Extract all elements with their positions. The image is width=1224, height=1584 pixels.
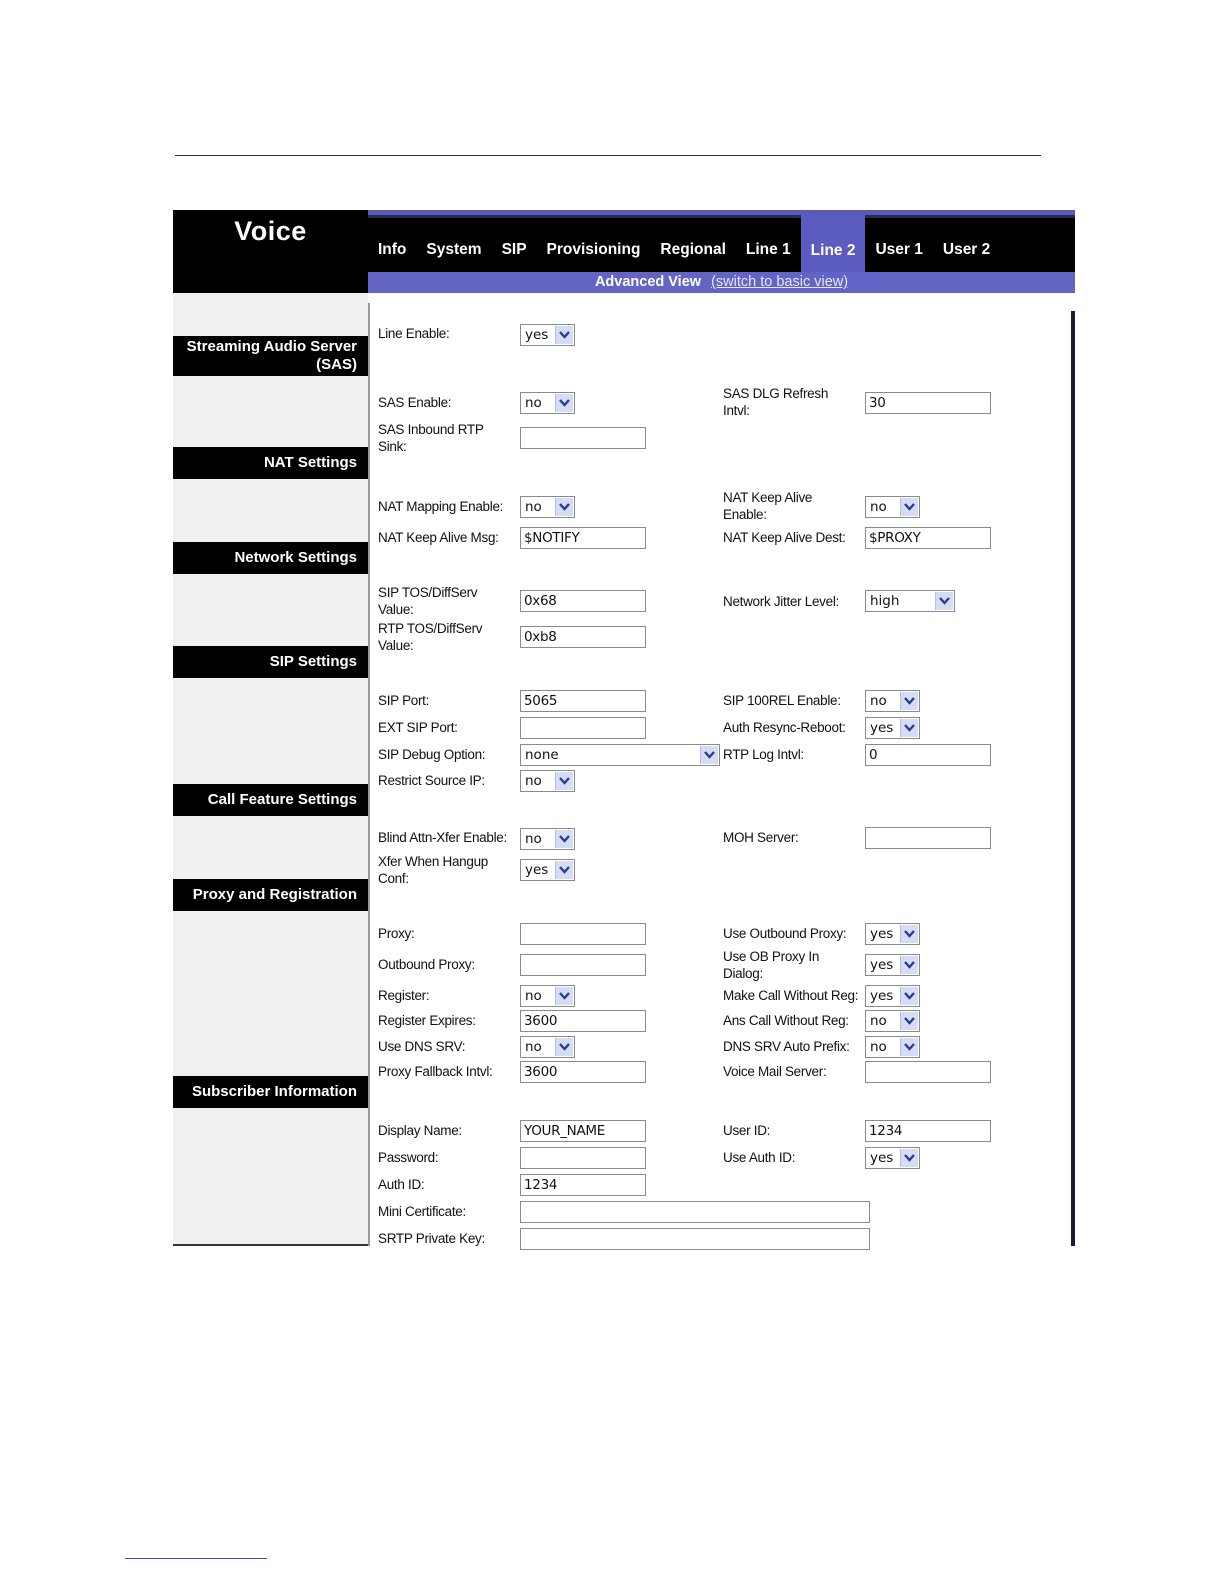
voice-config-app [173, 210, 1075, 1246]
sas-inbound-rtp-label: SAS Inbound RTP Sink: [378, 422, 484, 454]
view-bar [368, 272, 1075, 293]
chevron-down-icon [555, 498, 573, 516]
top-nav [368, 210, 1075, 272]
content-left-border [368, 303, 370, 1246]
view-title: Advanced View [594, 274, 702, 290]
ext-sip-port-label: EXT SIP Port: [378, 720, 458, 735]
register-select[interactable] [520, 985, 575, 1007]
bottom-rule [125, 1558, 267, 1559]
dns-srv-auto-prefix-label: DNS SRV Auto Prefix: [723, 1039, 850, 1054]
chevron-down-icon [900, 1012, 918, 1030]
settings-form [368, 293, 1075, 1246]
auth-resync-label: Auth Resync-Reboot: [723, 720, 846, 735]
dns-srv-auto-prefix-value: no [870, 1039, 887, 1055]
xfer-hangup-conf-value: yes [525, 862, 549, 878]
display-name-label: Display Name: [378, 1123, 462, 1138]
tab-system[interactable]: System [426, 241, 482, 258]
nat-mapping-enable-value: no [525, 499, 542, 515]
section-proxy-heading: Proxy and Registration [173, 879, 368, 911]
sip-100rel-select[interactable] [865, 690, 920, 712]
sip-tos-label: SIP TOS/DiffServ Value: [378, 585, 478, 617]
password-input[interactable] [520, 1147, 646, 1169]
chevron-down-icon [900, 1038, 918, 1056]
ans-call-without-reg-value: no [870, 1013, 887, 1029]
outbound-proxy-label: Outbound Proxy: [378, 957, 475, 972]
tab-info[interactable]: Info [378, 241, 407, 258]
rtp-log-intvl-input[interactable]: 0 [865, 744, 991, 766]
chevron-down-icon [555, 1038, 573, 1056]
section-call-feature-heading: Call Feature Settings [173, 784, 368, 816]
chevron-down-icon [900, 987, 918, 1005]
auth-resync-select[interactable] [865, 717, 920, 739]
proxy-fallback-input[interactable]: 3600 [520, 1061, 646, 1083]
proxy-fallback-label: Proxy Fallback Intvl: [378, 1064, 493, 1079]
section-subscriber-heading: Subscriber Information [173, 1076, 368, 1108]
moh-server-label: MOH Server: [723, 830, 799, 845]
sip-100rel-label: SIP 100REL Enable: [723, 693, 841, 708]
chevron-down-icon [555, 830, 573, 848]
chevron-down-icon [900, 498, 918, 516]
xfer-hangup-conf-select[interactable] [520, 859, 575, 881]
chevron-down-icon [900, 692, 918, 710]
sip-debug-value: none [525, 747, 559, 763]
register-expires-label: Register Expires: [378, 1013, 476, 1028]
use-ob-proxy-dialog-select[interactable] [865, 954, 920, 976]
chevron-down-icon [555, 987, 573, 1005]
sas-inbound-rtp-input[interactable] [520, 427, 646, 449]
top-rule [175, 155, 1041, 156]
sip-debug-label: SIP Debug Option: [378, 747, 486, 762]
nat-keep-alive-enable-select[interactable] [865, 496, 920, 518]
chevron-down-icon [555, 326, 573, 344]
nat-keep-alive-dest-label: NAT Keep Alive Dest: [723, 530, 846, 545]
use-dns-srv-label: Use DNS SRV: [378, 1039, 466, 1054]
restrict-source-ip-value: no [525, 773, 542, 789]
tab-user-1[interactable]: User 1 [875, 241, 923, 258]
sip-port-input[interactable]: 5065 [520, 690, 646, 712]
blind-attn-xfer-value: no [525, 831, 542, 847]
line-enable-label: Line Enable: [378, 326, 450, 341]
chevron-down-icon [555, 394, 573, 412]
sas-enable-select[interactable] [520, 392, 575, 414]
use-dns-srv-select[interactable] [520, 1036, 575, 1058]
switch-view-link[interactable]: (switch to basic view) [711, 274, 849, 290]
outbound-proxy-input[interactable] [520, 954, 646, 976]
content-right-border [1071, 311, 1075, 1246]
sip-100rel-value: no [870, 693, 887, 709]
password-label: Password: [378, 1150, 439, 1165]
ans-call-without-reg-label: Ans Call Without Reg: [723, 1013, 849, 1028]
restrict-source-ip-select[interactable] [520, 770, 575, 792]
sas-enable-value: no [525, 395, 542, 411]
tab-regional[interactable]: Regional [660, 241, 726, 258]
top-accent-bar-dark [368, 215, 1075, 218]
sidebar [173, 293, 368, 1246]
chevron-down-icon [900, 1149, 918, 1167]
use-auth-id-select[interactable] [865, 1147, 920, 1169]
tab-strip [368, 230, 1000, 272]
register-label: Register: [378, 988, 430, 1003]
chevron-down-icon [700, 746, 718, 764]
srtp-private-key-input[interactable] [520, 1228, 870, 1250]
blind-attn-xfer-select[interactable] [520, 828, 575, 850]
make-call-without-reg-value: yes [870, 988, 894, 1004]
nat-keep-alive-enable-value: no [870, 499, 887, 515]
register-value: no [525, 988, 542, 1004]
use-ob-proxy-dialog-value: yes [870, 957, 894, 973]
moh-server-input[interactable] [865, 827, 991, 849]
restrict-source-ip-label: Restrict Source IP: [378, 773, 485, 788]
chevron-down-icon [555, 772, 573, 790]
section-sas-heading: Streaming Audio Server (SAS) [173, 336, 368, 376]
chevron-down-icon [900, 719, 918, 737]
auth-resync-value: yes [870, 720, 894, 736]
nat-mapping-enable-label: NAT Mapping Enable: [378, 499, 504, 514]
chevron-down-icon [555, 861, 573, 879]
make-call-without-reg-select[interactable] [865, 985, 920, 1007]
dns-srv-auto-prefix-select[interactable] [865, 1036, 920, 1058]
voice-mail-server-label: Voice Mail Server: [723, 1064, 827, 1079]
ans-call-without-reg-select[interactable] [865, 1010, 920, 1032]
nat-keep-alive-enable-label: NAT Keep Alive Enable: [723, 490, 813, 522]
rtp-tos-label: RTP TOS/DiffServ Value: [378, 621, 483, 653]
chevron-down-icon [900, 956, 918, 974]
proxy-label: Proxy: [378, 926, 415, 941]
proxy-input[interactable] [520, 923, 646, 945]
sas-dlg-refresh-label: SAS DLG Refresh Intvl: [723, 386, 829, 418]
use-dns-srv-value: no [525, 1039, 542, 1055]
tab-user-2[interactable]: User 2 [942, 241, 991, 258]
tab-line-1[interactable]: Line 1 [745, 241, 791, 258]
display-name-input[interactable]: YOUR_NAME [520, 1120, 646, 1142]
sip-tos-input[interactable]: 0x68 [520, 590, 646, 612]
make-call-without-reg-label: Make Call Without Reg: [723, 988, 859, 1003]
nat-keep-alive-dest-input[interactable]: $PROXY [865, 527, 991, 549]
use-auth-id-label: Use Auth ID: [723, 1150, 796, 1165]
chevron-down-icon [935, 592, 953, 610]
nat-keep-alive-msg-input[interactable]: $NOTIFY [520, 527, 646, 549]
auth-id-input[interactable]: 1234 [520, 1174, 646, 1196]
brand-title: Voice [173, 210, 368, 293]
register-expires-input[interactable]: 3600 [520, 1010, 646, 1032]
xfer-hangup-conf-label: Xfer When Hangup Conf: [378, 854, 489, 886]
sip-debug-select[interactable] [520, 744, 720, 766]
sas-enable-label: SAS Enable: [378, 395, 452, 410]
sip-port-label: SIP Port: [378, 693, 430, 708]
sidebar-bottom-line [173, 1244, 368, 1246]
use-ob-proxy-dialog-label: Use OB Proxy In Dialog: [723, 949, 820, 981]
nat-mapping-enable-select[interactable] [520, 496, 575, 518]
use-outbound-proxy-select[interactable] [865, 923, 920, 945]
section-nat-heading: NAT Settings [173, 447, 368, 479]
tab-sip[interactable]: SIP [501, 241, 527, 258]
line-enable-select[interactable] [520, 324, 575, 346]
tab-line-2[interactable]: Line 2 [801, 214, 866, 272]
network-jitter-label: Network Jitter Level: [723, 594, 839, 609]
section-network-heading: Network Settings [173, 542, 368, 574]
nat-keep-alive-msg-label: NAT Keep Alive Msg: [378, 530, 499, 545]
user-id-label: User ID: [723, 1123, 771, 1138]
blind-attn-xfer-label: Blind Attn-Xfer Enable: [378, 830, 507, 845]
section-sip-heading: SIP Settings [173, 646, 368, 678]
line-enable-value: yes [525, 327, 549, 343]
rtp-log-intvl-label: RTP Log Intvl: [723, 747, 804, 762]
use-auth-id-value: yes [870, 1150, 894, 1166]
use-outbound-proxy-value: yes [870, 926, 894, 942]
srtp-private-key-label: SRTP Private Key: [378, 1231, 485, 1246]
network-jitter-value: high [870, 593, 900, 609]
network-jitter-select[interactable] [865, 590, 955, 612]
chevron-down-icon [900, 925, 918, 943]
voice-mail-server-input[interactable] [865, 1061, 991, 1083]
auth-id-label: Auth ID: [378, 1177, 425, 1192]
use-outbound-proxy-label: Use Outbound Proxy: [723, 926, 847, 941]
rtp-tos-input[interactable]: 0xb8 [520, 626, 646, 648]
user-id-input[interactable]: 1234 [865, 1120, 991, 1142]
mini-certificate-input[interactable] [520, 1201, 870, 1223]
tab-provisioning[interactable]: Provisioning [546, 241, 641, 258]
mini-certificate-label: Mini Certificate: [378, 1204, 466, 1219]
ext-sip-port-input[interactable] [520, 717, 646, 739]
sas-dlg-refresh-input[interactable]: 30 [865, 392, 991, 414]
